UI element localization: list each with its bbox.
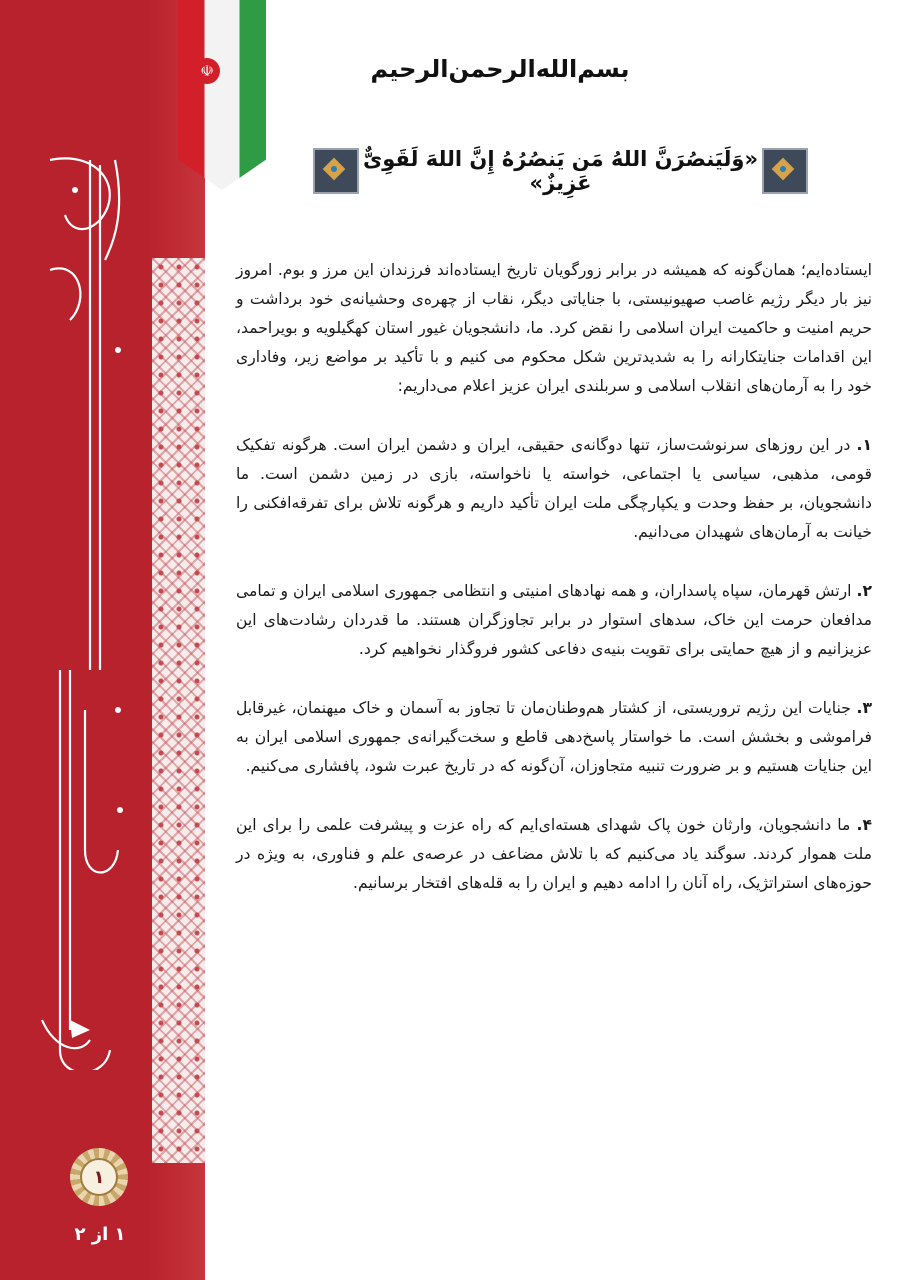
item-number: ۳. — [856, 699, 872, 717]
ornament-tile-left-icon — [313, 148, 359, 194]
statement-item — [236, 577, 872, 664]
statement-item — [236, 811, 872, 898]
item-text: جنایات این رژیم تروریستی، از کشتار هم‌وطنان‌مان تا تجاوز به آسمان و خاک میهنمان، غیرقابل فراموشی و بخشش است. ما خواستار پاسخ‌دهی قاطع و سخت‌گیرانه‌ی جمهوری اسلامی ایران به این جنایات هستیم و بر ضرورت تنبیه متجاوزان، آن‌گونه که در تاریخ عبرت شود، پافشاری می‌کنیم. — [236, 699, 872, 775]
sidebar-panel — [0, 0, 205, 1280]
page-number: ۱ — [80, 1158, 118, 1196]
statement-body — [236, 256, 872, 928]
decorative-pattern-strip — [152, 258, 205, 1163]
page-count-label: ۱ از ۲ — [74, 1224, 126, 1245]
ornament-tile-right-icon — [762, 148, 808, 194]
item-text: در این روزهای سرنوشت‌ساز، تنها دوگانه‌ی حقیقی، ایران و دشمن ایران است. هرگونه تفکیک قومی، مذهبی، سیاسی یا اجتماعی، خواسته یا ناخواسته، بازی در زمین دشمن است. ما دانشجویان، بر حفظ وحدت و یکپارچگی ملت ایران تأکید داریم و هرگونه تلاش برای تفرقه‌افکنی را خیانت به آرمان‌های شهیدان می‌دانیم. — [236, 436, 872, 541]
item-text: ارتش قهرمان، سپاه پاسداران، و همه نهادهای امنیتی و انتظامی جمهوری اسلامی ایران و تمامی مدافعان حرمت این خاک، سدهای استوار در برابر تجاوزگران هستند. ما قدردان رشادت‌های این عزیزانیم و از هیچ حمایتی برای تقویت بنیه‌ی دفاعی کشور فروگذار نخواهیم کرد. — [236, 582, 872, 658]
item-number: ۱. — [856, 436, 872, 454]
item-number: ۴. — [856, 816, 872, 834]
flag-emblem-icon: ☫ — [194, 58, 220, 84]
item-number: ۲. — [856, 582, 872, 600]
item-text: ما دانشجویان، وارثان خون پاک شهدای هسته‌ای‌ایم که راه عزت و پیشرفت علمی را برای این ملت هموار کردند. سوگند یاد می‌کنیم که با تلاش مضاعف در عرصه‌ی علم و فناوری، به ویژه در حوزه‌های استراتژیک، راه آنان را ادامه دهیم و ایران را به قله‌های افتخار برسانیم. — [236, 816, 872, 892]
basmala-heading: بسم‌الله‌الرحمن‌الرحیم — [370, 55, 630, 83]
quran-verse-banner — [313, 148, 808, 193]
page-number-medallion — [70, 1148, 128, 1206]
iran-flag-banner — [178, 0, 266, 190]
statement-item — [236, 431, 872, 547]
intro-paragraph: ایستاده‌ایم؛ همان‌گونه که همیشه در برابر زورگویان تاریخ ایستاده‌اند فرزندان این مرز و بوم. امروز نیز بار دیگر رژیم غاصب صهیونیستی، با جنایاتی دیگر، نقاب از چهره‌ی وحشیانه‌ی خود برداشت و حریم امنیت و حاکمیت ایران اسلامی را نقض کرد. ما، دانشجویان غیور استان کهگیلویه و بویراحمد، این اقدامات جنایتکارانه را به شدیدترین شکل محکوم می کنیم و با تأکید بر مواضع زیر، وفاداری خود را به آرمان‌های انقلاب اسلامی و سربلندی ایران عزیز اعلام می‌داریم: — [236, 261, 872, 395]
quran-verse: «وَلَیَنصُرَنَّ اللهُ مَن یَنصُرُهُ إِنَّ اللهَ لَقَوِیٌّ عَزِیزٌ» — [362, 146, 759, 195]
statement-item — [236, 694, 872, 781]
calligraphy-artwork — [30, 150, 130, 1070]
